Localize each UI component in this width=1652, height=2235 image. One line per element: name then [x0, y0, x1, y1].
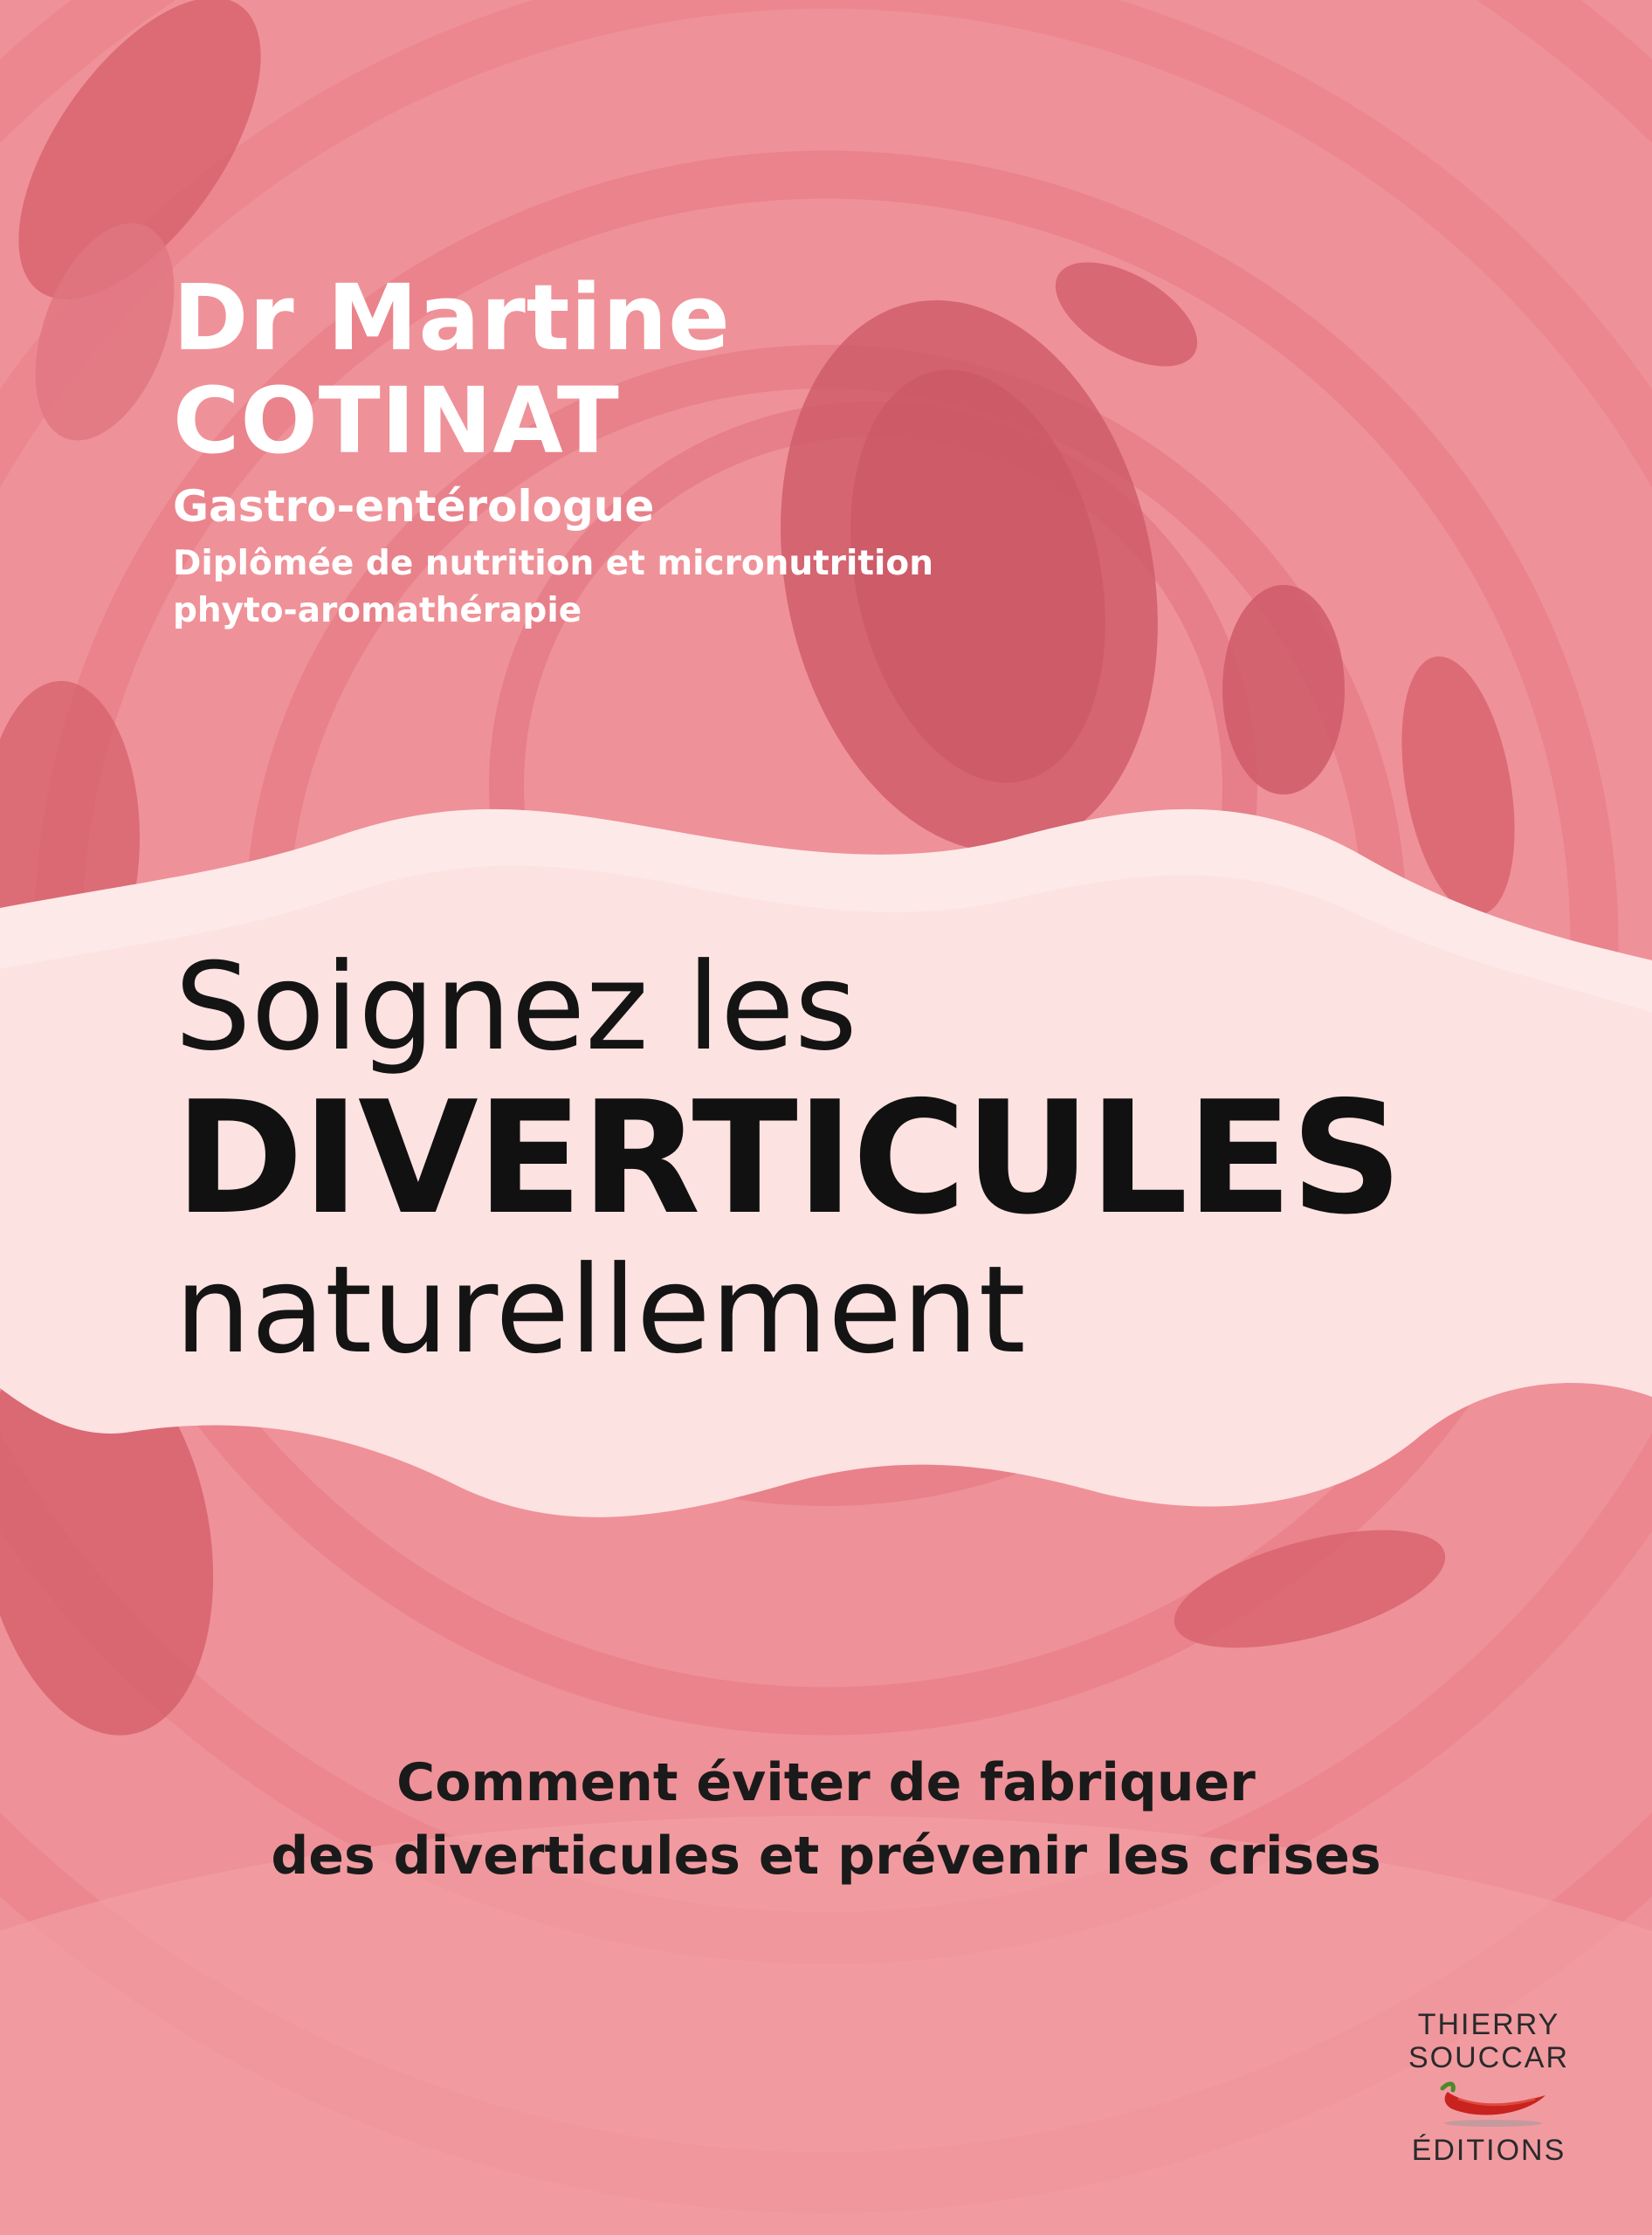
author-name-last: COTINAT: [173, 368, 620, 474]
author-diploma-line-2: phyto-aromathérapie: [173, 591, 582, 630]
title-line-2: DIVERTICULES: [175, 1068, 1401, 1248]
subtitle-line-2: des diverticules et prévenir les crises: [271, 1826, 1381, 1887]
publisher-name-line-2: SOUCCAR: [1408, 2041, 1570, 2074]
author-specialty: Gastro-entérologue: [173, 481, 655, 532]
publisher-name-line-1: THIERRY: [1417, 2008, 1560, 2041]
subtitle: [0, 1752, 1652, 1903]
chili-pepper-icon: [1423, 2076, 1554, 2128]
publisher-logo: [1380, 2008, 1598, 2167]
title-line-3: naturellement: [175, 1240, 1026, 1380]
title-line-1: Soignez les: [175, 937, 857, 1077]
subtitle-line-1: Comment éviter de fabriquer: [396, 1752, 1256, 1813]
publisher-name-line-3: ÉDITIONS: [1411, 2134, 1566, 2167]
author-diploma-line-1: Diplômée de nutrition et micronutrition: [173, 544, 933, 583]
author-name-first: Dr Martine: [173, 265, 731, 371]
